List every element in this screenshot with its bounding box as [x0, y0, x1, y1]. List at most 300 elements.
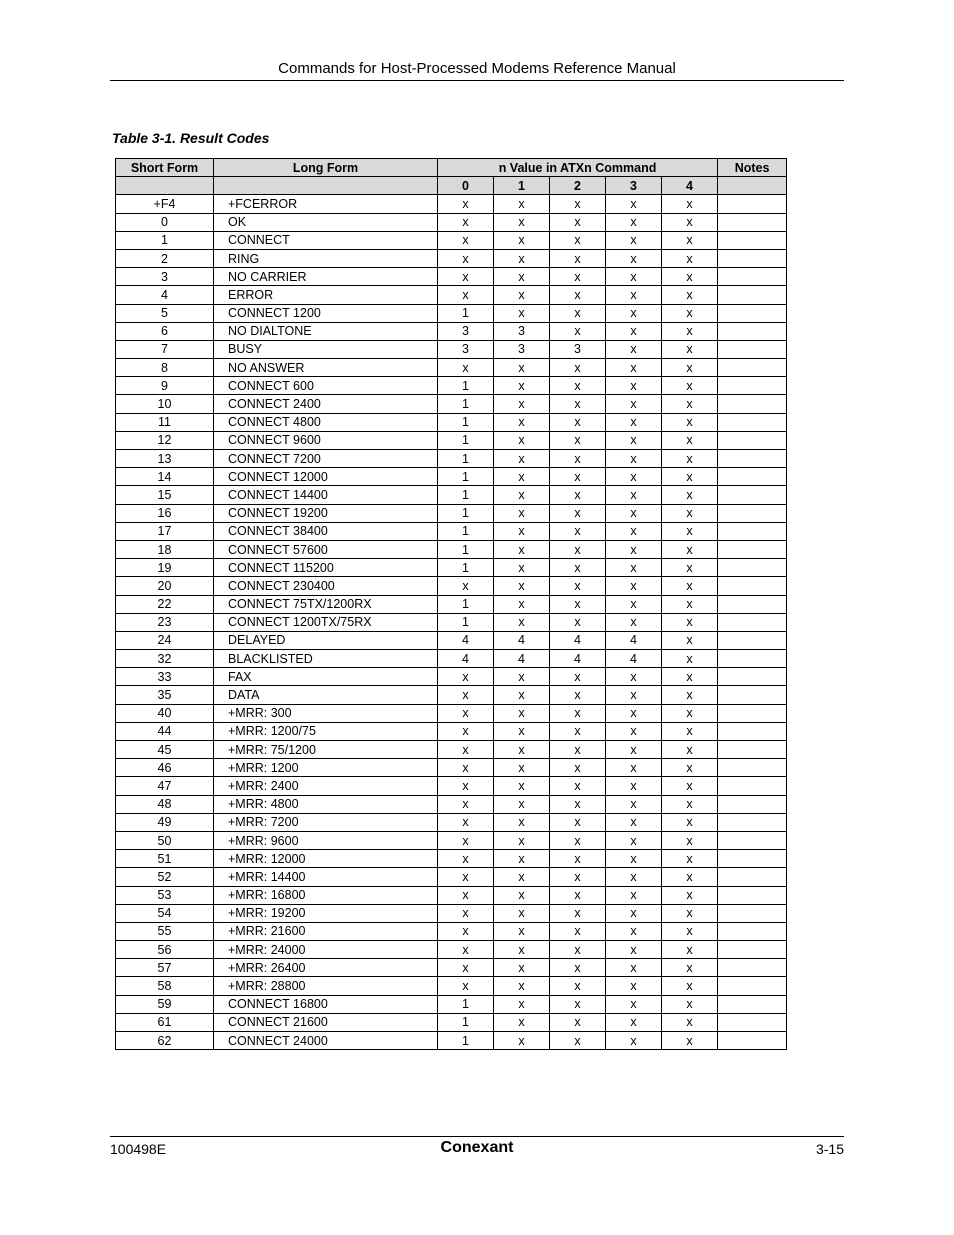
n-value-cell-0: 1 — [438, 377, 494, 395]
long-form-cell: CONNECT 75TX/1200RX — [214, 595, 438, 613]
notes-cell — [718, 868, 787, 886]
n-value-cell-0: 1 — [438, 486, 494, 504]
short-form-cell: +F4 — [116, 195, 214, 213]
long-form-cell: ERROR — [214, 286, 438, 304]
n-value-cell-1: x — [494, 686, 550, 704]
n-value-cell-2: x — [550, 813, 606, 831]
notes-cell — [718, 395, 787, 413]
n-value-cell-2: x — [550, 504, 606, 522]
long-form-cell: +MRR: 7200 — [214, 813, 438, 831]
notes-cell — [718, 322, 787, 340]
notes-cell — [718, 668, 787, 686]
n-value-cell-2: x — [550, 286, 606, 304]
n-value-cell-2: x — [550, 795, 606, 813]
n-value-cell-3: x — [606, 377, 662, 395]
n-value-cell-1: x — [494, 486, 550, 504]
n-value-cell-2: 3 — [550, 340, 606, 358]
short-form-cell: 9 — [116, 377, 214, 395]
notes-cell — [718, 1013, 787, 1031]
n-value-cell-4: x — [662, 959, 718, 977]
long-form-cell: BUSY — [214, 340, 438, 358]
notes-cell — [718, 504, 787, 522]
table-row — [116, 722, 787, 740]
n-value-cell-3: 4 — [606, 631, 662, 649]
short-form-cell: 6 — [116, 322, 214, 340]
n-value-cell-3: x — [606, 249, 662, 267]
n-value-cell-1: x — [494, 468, 550, 486]
table-row — [116, 395, 787, 413]
table-row — [116, 359, 787, 377]
n-value-cell-2: x — [550, 249, 606, 267]
long-form-cell: +MRR: 300 — [214, 704, 438, 722]
n-value-cell-3: x — [606, 450, 662, 468]
n-value-cell-4: x — [662, 704, 718, 722]
table-row — [116, 831, 787, 849]
table-row — [116, 249, 787, 267]
n-value-cell-1: x — [494, 595, 550, 613]
n-value-cell-1: x — [494, 759, 550, 777]
n-value-cell-3: x — [606, 504, 662, 522]
table-row — [116, 450, 787, 468]
column-header-n-4: 4 — [662, 177, 718, 195]
n-value-cell-0: 1 — [438, 995, 494, 1013]
n-value-cell-4: x — [662, 722, 718, 740]
n-value-cell-1: x — [494, 813, 550, 831]
n-value-cell-3: x — [606, 468, 662, 486]
subheader-empty-notes — [718, 177, 787, 195]
n-value-cell-0: x — [438, 359, 494, 377]
n-value-cell-0: 1 — [438, 304, 494, 322]
n-value-cell-4: x — [662, 340, 718, 358]
n-value-cell-3: x — [606, 195, 662, 213]
long-form-cell: +MRR: 75/1200 — [214, 741, 438, 759]
n-value-cell-2: x — [550, 759, 606, 777]
notes-cell — [718, 468, 787, 486]
n-value-cell-1: x — [494, 249, 550, 267]
short-form-cell: 50 — [116, 831, 214, 849]
n-value-cell-0: x — [438, 268, 494, 286]
n-value-cell-0: x — [438, 741, 494, 759]
n-value-cell-3: x — [606, 322, 662, 340]
short-form-cell: 57 — [116, 959, 214, 977]
short-form-cell: 4 — [116, 286, 214, 304]
n-value-cell-1: x — [494, 195, 550, 213]
short-form-cell: 22 — [116, 595, 214, 613]
n-value-cell-3: x — [606, 613, 662, 631]
notes-cell — [718, 377, 787, 395]
n-value-cell-2: x — [550, 450, 606, 468]
n-value-cell-1: x — [494, 413, 550, 431]
long-form-cell: DATA — [214, 686, 438, 704]
n-value-cell-2: x — [550, 377, 606, 395]
n-value-cell-4: x — [662, 686, 718, 704]
n-value-cell-2: x — [550, 995, 606, 1013]
n-value-cell-3: x — [606, 722, 662, 740]
n-value-cell-4: x — [662, 922, 718, 940]
n-value-cell-3: x — [606, 359, 662, 377]
long-form-cell: +MRR: 9600 — [214, 831, 438, 849]
notes-cell — [718, 904, 787, 922]
n-value-cell-1: x — [494, 613, 550, 631]
n-value-cell-0: 4 — [438, 631, 494, 649]
n-value-cell-3: x — [606, 995, 662, 1013]
table-row — [116, 1013, 787, 1031]
long-form-cell: CONNECT 230400 — [214, 577, 438, 595]
n-value-cell-2: x — [550, 468, 606, 486]
notes-cell — [718, 941, 787, 959]
n-value-cell-4: x — [662, 631, 718, 649]
short-form-cell: 61 — [116, 1013, 214, 1031]
notes-cell — [718, 595, 787, 613]
notes-cell — [718, 995, 787, 1013]
table-caption: Table 3-1. Result Codes — [112, 130, 270, 146]
n-value-cell-0: x — [438, 977, 494, 995]
notes-cell — [718, 886, 787, 904]
n-value-cell-1: 3 — [494, 322, 550, 340]
notes-cell — [718, 413, 787, 431]
n-value-cell-0: 1 — [438, 395, 494, 413]
n-value-cell-0: 3 — [438, 340, 494, 358]
n-value-cell-2: x — [550, 741, 606, 759]
n-value-cell-0: x — [438, 850, 494, 868]
n-value-cell-1: x — [494, 868, 550, 886]
table-row — [116, 941, 787, 959]
n-value-cell-4: x — [662, 450, 718, 468]
long-form-cell: +MRR: 1200/75 — [214, 722, 438, 740]
n-value-cell-4: x — [662, 522, 718, 540]
n-value-cell-2: x — [550, 431, 606, 449]
table-row — [116, 795, 787, 813]
n-value-cell-2: 4 — [550, 650, 606, 668]
n-value-cell-2: x — [550, 595, 606, 613]
notes-cell — [718, 540, 787, 558]
n-value-cell-1: x — [494, 904, 550, 922]
footer-page-number: 3-15 — [815, 1141, 844, 1157]
n-value-cell-1: 4 — [494, 650, 550, 668]
n-value-cell-4: x — [662, 577, 718, 595]
n-value-cell-2: x — [550, 322, 606, 340]
long-form-cell: CONNECT 600 — [214, 377, 438, 395]
notes-cell — [718, 741, 787, 759]
n-value-cell-0: x — [438, 777, 494, 795]
short-form-cell: 12 — [116, 431, 214, 449]
n-value-cell-1: 3 — [494, 340, 550, 358]
n-value-cell-4: x — [662, 850, 718, 868]
long-form-cell: CONNECT 14400 — [214, 486, 438, 504]
n-value-cell-1: x — [494, 304, 550, 322]
n-value-cell-1: x — [494, 959, 550, 977]
n-value-cell-1: x — [494, 540, 550, 558]
n-value-cell-4: x — [662, 1032, 718, 1050]
n-value-cell-4: x — [662, 941, 718, 959]
short-form-cell: 49 — [116, 813, 214, 831]
short-form-cell: 5 — [116, 304, 214, 322]
n-value-cell-4: x — [662, 813, 718, 831]
n-value-cell-3: x — [606, 741, 662, 759]
n-value-cell-0: x — [438, 868, 494, 886]
n-value-cell-0: x — [438, 668, 494, 686]
n-value-cell-1: x — [494, 922, 550, 940]
n-value-cell-3: x — [606, 886, 662, 904]
long-form-cell: BLACKLISTED — [214, 650, 438, 668]
table-row — [116, 777, 787, 795]
n-value-cell-0: x — [438, 795, 494, 813]
n-value-cell-4: x — [662, 613, 718, 631]
n-value-cell-4: x — [662, 395, 718, 413]
n-value-cell-3: x — [606, 559, 662, 577]
n-value-cell-2: x — [550, 668, 606, 686]
n-value-cell-0: 1 — [438, 468, 494, 486]
table-row — [116, 650, 787, 668]
notes-cell — [718, 249, 787, 267]
n-value-cell-1: x — [494, 795, 550, 813]
table-row — [116, 268, 787, 286]
n-value-cell-2: x — [550, 231, 606, 249]
n-value-cell-0: x — [438, 831, 494, 849]
notes-cell — [718, 722, 787, 740]
subheader-empty-short — [116, 177, 214, 195]
n-value-cell-0: 1 — [438, 1013, 494, 1031]
long-form-cell: +MRR: 2400 — [214, 777, 438, 795]
n-value-cell-2: x — [550, 1032, 606, 1050]
n-value-cell-3: x — [606, 340, 662, 358]
table-row — [116, 504, 787, 522]
notes-cell — [718, 340, 787, 358]
short-form-cell: 53 — [116, 886, 214, 904]
long-form-cell: CONNECT 2400 — [214, 395, 438, 413]
n-value-cell-0: 3 — [438, 322, 494, 340]
n-value-cell-4: x — [662, 231, 718, 249]
table-row — [116, 595, 787, 613]
n-value-cell-0: x — [438, 759, 494, 777]
n-value-cell-4: x — [662, 668, 718, 686]
footer-doc-number: 100498E — [110, 1141, 167, 1157]
n-value-cell-4: x — [662, 650, 718, 668]
n-value-cell-0: 1 — [438, 504, 494, 522]
short-form-cell: 40 — [116, 704, 214, 722]
table-row — [116, 559, 787, 577]
long-form-cell: RING — [214, 249, 438, 267]
n-value-cell-4: x — [662, 359, 718, 377]
n-value-cell-3: x — [606, 941, 662, 959]
n-value-cell-2: x — [550, 941, 606, 959]
n-value-cell-3: x — [606, 831, 662, 849]
n-value-cell-0: x — [438, 722, 494, 740]
table-row — [116, 340, 787, 358]
n-value-cell-1: x — [494, 722, 550, 740]
n-value-cell-2: x — [550, 559, 606, 577]
n-value-cell-2: 4 — [550, 631, 606, 649]
short-form-cell: 0 — [116, 213, 214, 231]
notes-cell — [718, 577, 787, 595]
n-value-cell-3: x — [606, 231, 662, 249]
n-value-cell-3: x — [606, 395, 662, 413]
notes-cell — [718, 650, 787, 668]
n-value-cell-1: x — [494, 559, 550, 577]
short-form-cell: 13 — [116, 450, 214, 468]
notes-cell — [718, 813, 787, 831]
short-form-cell: 3 — [116, 268, 214, 286]
long-form-cell: CONNECT 24000 — [214, 1032, 438, 1050]
n-value-cell-4: x — [662, 304, 718, 322]
short-form-cell: 44 — [116, 722, 214, 740]
n-value-cell-2: x — [550, 359, 606, 377]
table-row — [116, 1032, 787, 1050]
long-form-cell: OK — [214, 213, 438, 231]
n-value-cell-2: x — [550, 195, 606, 213]
n-value-cell-3: x — [606, 213, 662, 231]
long-form-cell: +FCERROR — [214, 195, 438, 213]
short-form-cell: 8 — [116, 359, 214, 377]
n-value-cell-1: x — [494, 995, 550, 1013]
n-value-cell-2: x — [550, 413, 606, 431]
n-value-cell-3: x — [606, 686, 662, 704]
n-value-cell-4: x — [662, 431, 718, 449]
short-form-cell: 23 — [116, 613, 214, 631]
long-form-cell: FAX — [214, 668, 438, 686]
table-subheader-row — [116, 177, 787, 195]
notes-cell — [718, 268, 787, 286]
n-value-cell-4: x — [662, 1013, 718, 1031]
n-value-cell-2: x — [550, 686, 606, 704]
n-value-cell-4: x — [662, 504, 718, 522]
table-row — [116, 195, 787, 213]
n-value-cell-2: x — [550, 522, 606, 540]
short-form-cell: 62 — [116, 1032, 214, 1050]
n-value-cell-3: x — [606, 977, 662, 995]
footer-brand: Conexant — [440, 1139, 514, 1156]
table-row — [116, 286, 787, 304]
n-value-cell-0: x — [438, 577, 494, 595]
n-value-cell-1: x — [494, 941, 550, 959]
table-row — [116, 759, 787, 777]
n-value-cell-0: 1 — [438, 595, 494, 613]
n-value-cell-4: x — [662, 249, 718, 267]
n-value-cell-2: x — [550, 704, 606, 722]
n-value-cell-3: x — [606, 268, 662, 286]
notes-cell — [718, 559, 787, 577]
n-value-cell-3: x — [606, 304, 662, 322]
notes-cell — [718, 486, 787, 504]
n-value-cell-3: x — [606, 904, 662, 922]
n-value-cell-4: x — [662, 486, 718, 504]
short-form-cell: 10 — [116, 395, 214, 413]
long-form-cell: +MRR: 4800 — [214, 795, 438, 813]
n-value-cell-3: x — [606, 704, 662, 722]
table-body — [116, 195, 787, 1050]
notes-cell — [718, 1032, 787, 1050]
notes-cell — [718, 922, 787, 940]
n-value-cell-1: x — [494, 359, 550, 377]
notes-cell — [718, 213, 787, 231]
n-value-cell-0: 1 — [438, 413, 494, 431]
long-form-cell: +MRR: 19200 — [214, 904, 438, 922]
n-value-cell-3: 4 — [606, 650, 662, 668]
notes-cell — [718, 613, 787, 631]
n-value-cell-2: x — [550, 922, 606, 940]
notes-cell — [718, 704, 787, 722]
short-form-cell: 54 — [116, 904, 214, 922]
short-form-cell: 32 — [116, 650, 214, 668]
table-row — [116, 486, 787, 504]
long-form-cell: CONNECT 19200 — [214, 504, 438, 522]
notes-cell — [718, 522, 787, 540]
result-codes-table — [115, 158, 787, 1050]
n-value-cell-0: x — [438, 904, 494, 922]
n-value-cell-2: x — [550, 886, 606, 904]
short-form-cell: 24 — [116, 631, 214, 649]
n-value-cell-3: x — [606, 922, 662, 940]
n-value-cell-3: x — [606, 1013, 662, 1031]
n-value-cell-4: x — [662, 322, 718, 340]
notes-cell — [718, 977, 787, 995]
table-header-row — [116, 159, 787, 177]
n-value-cell-1: x — [494, 977, 550, 995]
n-value-cell-4: x — [662, 831, 718, 849]
column-header-n-1: 1 — [494, 177, 550, 195]
n-value-cell-3: x — [606, 1032, 662, 1050]
n-value-cell-2: x — [550, 850, 606, 868]
n-value-cell-0: 1 — [438, 613, 494, 631]
table-row — [116, 813, 787, 831]
n-value-cell-2: x — [550, 831, 606, 849]
n-value-cell-2: x — [550, 540, 606, 558]
n-value-cell-3: x — [606, 486, 662, 504]
notes-cell — [718, 286, 787, 304]
long-form-cell: +MRR: 12000 — [214, 850, 438, 868]
long-form-cell: NO CARRIER — [214, 268, 438, 286]
n-value-cell-1: x — [494, 504, 550, 522]
n-value-cell-2: x — [550, 304, 606, 322]
n-value-cell-1: x — [494, 231, 550, 249]
n-value-cell-2: x — [550, 577, 606, 595]
notes-cell — [718, 686, 787, 704]
page-footer — [110, 1136, 844, 1161]
long-form-cell: NO DIALTONE — [214, 322, 438, 340]
n-value-cell-3: x — [606, 795, 662, 813]
notes-cell — [718, 195, 787, 213]
n-value-cell-2: x — [550, 904, 606, 922]
short-form-cell: 47 — [116, 777, 214, 795]
column-header-short-form: Short Form — [116, 159, 214, 177]
short-form-cell: 2 — [116, 249, 214, 267]
short-form-cell: 20 — [116, 577, 214, 595]
notes-cell — [718, 359, 787, 377]
short-form-cell: 7 — [116, 340, 214, 358]
n-value-cell-1: x — [494, 886, 550, 904]
table-row — [116, 613, 787, 631]
notes-cell — [718, 231, 787, 249]
n-value-cell-4: x — [662, 413, 718, 431]
n-value-cell-0: 1 — [438, 450, 494, 468]
n-value-cell-0: x — [438, 922, 494, 940]
n-value-cell-2: x — [550, 613, 606, 631]
n-value-cell-3: x — [606, 868, 662, 886]
n-value-cell-4: x — [662, 377, 718, 395]
column-header-n-value: n Value in ATXn Command — [438, 159, 718, 177]
column-header-long-form: Long Form — [214, 159, 438, 177]
n-value-cell-4: x — [662, 759, 718, 777]
n-value-cell-0: 4 — [438, 650, 494, 668]
n-value-cell-4: x — [662, 886, 718, 904]
n-value-cell-0: x — [438, 959, 494, 977]
n-value-cell-0: 1 — [438, 1032, 494, 1050]
short-form-cell: 59 — [116, 995, 214, 1013]
notes-cell — [718, 450, 787, 468]
long-form-cell: CONNECT 38400 — [214, 522, 438, 540]
long-form-cell: CONNECT 21600 — [214, 1013, 438, 1031]
n-value-cell-3: x — [606, 777, 662, 795]
